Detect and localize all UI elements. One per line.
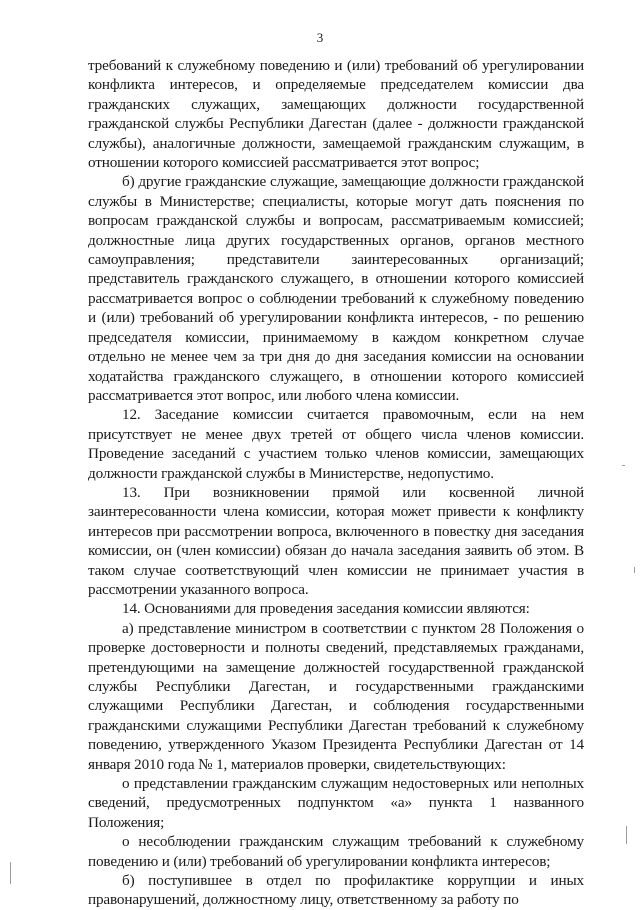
scan-mark-right-bottom [626,826,627,844]
scan-mark-right-top [622,465,625,466]
paragraph-12: 12. Заседание комиссии считается правомочным, если на нем присутствует не менее двух третей от общего числа членов комиссии. Проведение заседаний с участием только членов комиссии, замещающих должности гражданской службы в Министерстве, недопустимо. [88,406,584,482]
paragraph-item-b: б) другие гражданские служащие, замещающие должности гражданской службы в Министерстве; специалисты, которые могут дать пояснения по вопросам гражданской службы и вопросам, рассматриваемым комиссией; должностные лица других государственных органов, органов местного самоуправления; представители заинтересованных организаций; представитель гражданского служащего, в отношении которого комиссией рассматривается вопрос о соблюдении требований к служебному поведению и (или) требований об урегулировании конфликта интересов, - по решению председателя комиссии, принимаемому в каждом конкретном случае отдельно не менее чем за три дня до дня заседания комиссии на основании ходатайства гражданского служащего, в отношении которого комиссией рассматривается этот вопрос, или любого члена комиссии. [88,173,584,404]
paragraph-continuation: требований к служебному поведению и (или) требований об урегулировании конфликта интересов, и определяемые председателем комиссии два гражданских служащих, замещающих должности государственной гражданской службы Республики Дагестан (далее - должности гражданской службы), аналогичные должности, замещаемой гражданским служащим, в отношении которого комиссией рассматривается этот вопрос; [88,57,584,172]
page-number: 3 [316,30,324,45]
paragraph-14-b: б) поступившее в отдел по профилактике коррупции и иных правонарушений, должностному лицу, ответственному за работу по [88,872,584,909]
document-body [88,56,584,910]
scan-mark-right-middle [634,567,635,573]
paragraph-14: 14. Основаниями для проведения заседания комиссии являются: [122,600,530,618]
scan-mark-left-bottom [10,862,11,884]
paragraph-14-a-1: о представлении гражданским служащим недостоверных или неполных сведений, предусмотренных подпунктом «а» пункта 1 названного Положения; [88,775,584,831]
paragraph-13: 13. При возникновении прямой или косвенной личной заинтересованности члена комиссии, которая может привести к конфликту интересов при рассмотрении вопроса, включенного в повестку дня заседания комиссии, он (член комиссии) обязан до начала заседания заявить об этом. В таком случае соответствующий член комиссии не принимает участия в рассмотрении указанного вопроса. [88,483,584,598]
paragraph-14-a: а) представление министром в соответствии с пунктом 28 Положения о проверке достоверности и полноты сведений, представляемых гражданами, претендующими на замещение должностей государственной гражданской службы Республики Дагестан, и государственными гражданскими служащими Республики Дагестан, и соблюдения государственными гражданскими служащими Республики Дагестан требований к служебному поведению, утвержденного Указом Президента Республики Дагестан от 14 января 2010 года № 1, материалов проверки, свидетельствующих: [88,619,584,773]
paragraph-14-a-2: о несоблюдении гражданским служащим требований к служебному поведению и (или) требований об урегулировании конфликта интересов; [88,833,584,870]
